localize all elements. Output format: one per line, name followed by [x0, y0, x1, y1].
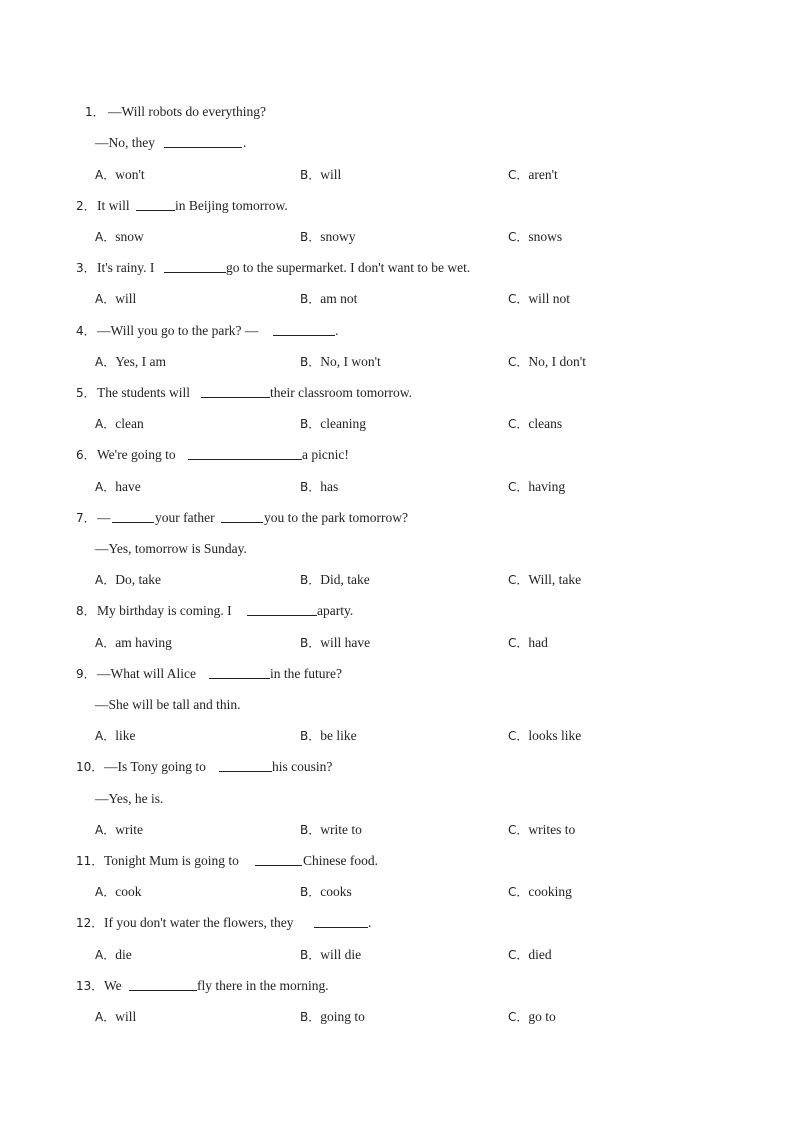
answer-blank[interactable]	[201, 383, 270, 398]
option-a[interactable]: A．will	[95, 1009, 137, 1024]
question-stem: Tonight Mum is going to	[104, 853, 239, 868]
option-a[interactable]: A．Yes, I am	[95, 354, 166, 369]
question-stem: —Will robots do everything?	[108, 104, 267, 119]
question-number: 6．	[76, 448, 96, 462]
question-stem: —What will Alice	[97, 666, 196, 681]
answer-blank[interactable]	[164, 133, 242, 148]
question-stem: .	[335, 323, 339, 338]
question-stem: My birthday is coming. I	[97, 603, 232, 618]
question-number: 10．	[76, 760, 104, 774]
option-b[interactable]: B．be like	[300, 728, 357, 743]
question-9	[0, 664, 794, 684]
option-b[interactable]: B．has	[300, 479, 339, 494]
question-4-options	[0, 352, 794, 372]
question-10-response-line	[0, 789, 794, 809]
question-2	[0, 196, 794, 216]
question-7-response-line	[0, 539, 794, 559]
response-text: —Yes, tomorrow is Sunday.	[95, 541, 247, 556]
question-8	[0, 601, 794, 621]
response-text: —She will be tall and thin.	[95, 697, 241, 712]
option-a[interactable]: A．will	[95, 291, 137, 306]
question-7	[0, 508, 794, 528]
answer-blank[interactable]	[209, 664, 270, 679]
question-stem: in Beijing tomorrow.	[175, 198, 288, 213]
option-c[interactable]: C．cooking	[508, 884, 572, 899]
question-3	[0, 258, 794, 278]
question-stem: We	[104, 978, 122, 993]
option-a[interactable]: A．write	[95, 822, 143, 837]
question-4	[0, 321, 794, 341]
question-6	[0, 445, 794, 465]
answer-blank[interactable]	[314, 913, 368, 928]
question-5	[0, 383, 794, 403]
question-12	[0, 913, 794, 933]
option-c[interactable]: C．aren't	[508, 167, 558, 182]
response-text: —Yes, he is.	[95, 791, 164, 806]
answer-blank[interactable]	[129, 976, 197, 991]
response-text: .	[243, 135, 247, 150]
option-b[interactable]: B．will die	[300, 947, 362, 962]
option-c[interactable]: C．having	[508, 479, 566, 494]
question-stem: It will	[97, 198, 130, 213]
question-3-options	[0, 289, 794, 309]
option-a[interactable]: A．snow	[95, 229, 144, 244]
option-c[interactable]: C．writes to	[508, 822, 576, 837]
option-a[interactable]: A．have	[95, 479, 141, 494]
option-c[interactable]: C．go to	[508, 1009, 556, 1024]
question-stem: —Will you go to the park? —	[97, 323, 259, 338]
question-stem: their classroom tomorrow.	[270, 385, 412, 400]
question-stem: his cousin?	[272, 759, 333, 774]
question-stem: —Is Tony going to	[104, 759, 206, 774]
question-stem: aparty.	[317, 603, 354, 618]
question-stem: Chinese food.	[303, 853, 378, 868]
option-a[interactable]: A．Do, take	[95, 572, 161, 587]
option-b[interactable]: B．write to	[300, 822, 362, 837]
question-9-response-line	[0, 695, 794, 715]
option-a[interactable]: A．die	[95, 947, 132, 962]
question-1	[0, 102, 794, 122]
option-c[interactable]: C．Will, take	[508, 572, 582, 587]
option-c[interactable]: C．will not	[508, 291, 571, 306]
question-stem: .	[368, 915, 372, 930]
question-11-options	[0, 882, 794, 902]
question-13-options	[0, 1007, 794, 1027]
question-stem: If you don't water the flowers, they	[104, 915, 294, 930]
option-a[interactable]: A．clean	[95, 416, 144, 431]
option-c[interactable]: C．looks like	[508, 728, 582, 743]
option-a[interactable]: A．am having	[95, 635, 172, 650]
option-a[interactable]: A．won't	[95, 167, 145, 182]
question-number: 13．	[76, 979, 104, 993]
answer-blank[interactable]	[136, 196, 175, 211]
response-text: —No, they	[95, 135, 155, 150]
option-b[interactable]: B．will	[300, 167, 342, 182]
option-b[interactable]: B．No, I won't	[300, 354, 381, 369]
question-9-options	[0, 726, 794, 746]
option-a[interactable]: A．cook	[95, 884, 142, 899]
question-10-options	[0, 820, 794, 840]
option-c[interactable]: C．No, I don't	[508, 354, 586, 369]
question-13	[0, 976, 794, 996]
option-b[interactable]: B．Did, take	[300, 572, 370, 587]
question-5-options	[0, 414, 794, 434]
question-stem: you to the park tomorrow?	[264, 510, 408, 525]
question-2-options	[0, 227, 794, 247]
option-b[interactable]: B．going to	[300, 1009, 365, 1024]
question-number: 8．	[76, 604, 96, 618]
question-stem: a picnic!	[302, 447, 349, 462]
answer-blank[interactable]	[219, 757, 272, 772]
question-6-options	[0, 477, 794, 497]
option-c[interactable]: C．had	[508, 635, 548, 650]
question-7-options	[0, 570, 794, 590]
question-stem: We're going to	[97, 447, 176, 462]
question-12-options	[0, 945, 794, 965]
answer-blank[interactable]	[164, 258, 226, 273]
option-c[interactable]: C．died	[508, 947, 552, 962]
question-stem: fly there in the morning.	[197, 978, 329, 993]
question-8-options	[0, 633, 794, 653]
answer-blank[interactable]	[247, 601, 317, 616]
question-number: 1．	[85, 105, 105, 119]
option-c[interactable]: C．snows	[508, 229, 563, 244]
question-1-response-line	[0, 133, 794, 153]
answer-blank[interactable]	[188, 445, 302, 460]
answer-blank[interactable]	[255, 851, 302, 866]
option-c[interactable]: C．cleans	[508, 416, 563, 431]
question-number: 2．	[76, 199, 96, 213]
question-number: 7．	[76, 511, 96, 525]
question-10	[0, 757, 794, 777]
answer-blank[interactable]	[221, 508, 263, 523]
question-number: 4．	[76, 324, 96, 338]
option-b[interactable]: B．am not	[300, 291, 358, 306]
question-number: 3．	[76, 261, 96, 275]
question-number: 11．	[76, 854, 104, 868]
question-stem: go to the supermarket. I don't want to be wet.	[226, 260, 471, 275]
question-number: 5．	[76, 386, 96, 400]
question-number: 9．	[76, 667, 96, 681]
question-number: 12．	[76, 916, 104, 930]
answer-blank[interactable]	[112, 508, 154, 523]
question-11	[0, 851, 794, 871]
question-stem: in the future?	[270, 666, 342, 681]
option-b[interactable]: B．cooks	[300, 884, 352, 899]
question-stem: your father	[155, 510, 215, 525]
question-stem: —	[97, 510, 111, 525]
option-b[interactable]: B．snowy	[300, 229, 356, 244]
option-b[interactable]: B．cleaning	[300, 416, 366, 431]
question-stem: It's rainy. I	[97, 260, 155, 275]
option-a[interactable]: A．like	[95, 728, 136, 743]
question-1-options	[0, 165, 794, 185]
answer-blank[interactable]	[273, 321, 335, 336]
option-b[interactable]: B．will have	[300, 635, 371, 650]
question-stem: The students will	[97, 385, 190, 400]
